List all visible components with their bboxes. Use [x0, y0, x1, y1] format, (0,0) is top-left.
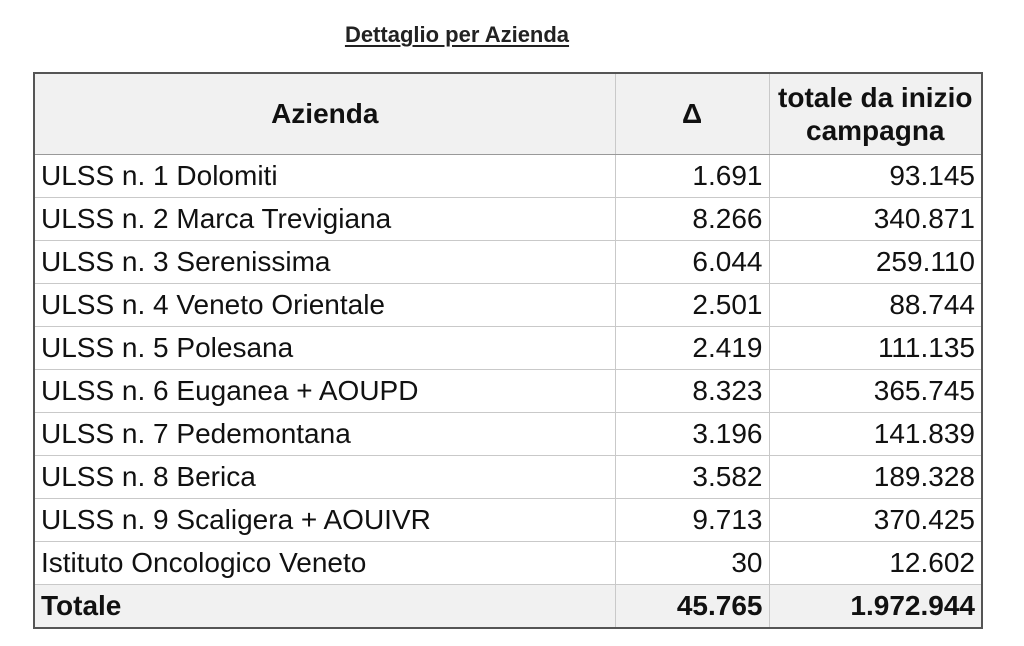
- cell-delta: 2.419: [615, 327, 769, 370]
- cell-delta: 8.323: [615, 370, 769, 413]
- cell-totale: 141.839: [769, 413, 982, 456]
- header-totale: totale da inizio campagna: [769, 73, 982, 155]
- cell-azienda: ULSS n. 3 Serenissima: [34, 241, 615, 284]
- total-label: Totale: [34, 585, 615, 629]
- cell-delta: 8.266: [615, 198, 769, 241]
- cell-azienda: Istituto Oncologico Veneto: [34, 542, 615, 585]
- cell-azienda: ULSS n. 7 Pedemontana: [34, 413, 615, 456]
- table-row: [34, 542, 982, 585]
- cell-azienda: ULSS n. 6 Euganea + AOUPD: [34, 370, 615, 413]
- cell-totale: 88.744: [769, 284, 982, 327]
- table-row: [34, 327, 982, 370]
- cell-azienda: ULSS n. 5 Polesana: [34, 327, 615, 370]
- cell-totale: 111.135: [769, 327, 982, 370]
- cell-azienda: ULSS n. 2 Marca Trevigiana: [34, 198, 615, 241]
- table-row: [34, 370, 982, 413]
- table-row: [34, 198, 982, 241]
- cell-delta: 9.713: [615, 499, 769, 542]
- cell-delta: 2.501: [615, 284, 769, 327]
- cell-delta: 3.582: [615, 456, 769, 499]
- cell-delta: 6.044: [615, 241, 769, 284]
- cell-totale: 370.425: [769, 499, 982, 542]
- header-delta: Δ: [615, 73, 769, 155]
- cell-totale: 340.871: [769, 198, 982, 241]
- table-header-row: [34, 73, 982, 155]
- cell-totale: 259.110: [769, 241, 982, 284]
- table-row: [34, 241, 982, 284]
- table-title: Dettaglio per Azienda: [344, 22, 570, 47]
- cell-totale: 365.745: [769, 370, 982, 413]
- azienda-detail-table: [33, 72, 983, 629]
- cell-totale: 93.145: [769, 155, 982, 198]
- cell-totale: 189.328: [769, 456, 982, 499]
- cell-delta: 30: [615, 542, 769, 585]
- total-row: [34, 585, 982, 629]
- cell-azienda: ULSS n. 8 Berica: [34, 456, 615, 499]
- cell-delta: 1.691: [615, 155, 769, 198]
- cell-totale: 12.602: [769, 542, 982, 585]
- cell-azienda: ULSS n. 1 Dolomiti: [34, 155, 615, 198]
- header-azienda: Azienda: [34, 73, 615, 155]
- table-row: [34, 456, 982, 499]
- table-row: [34, 155, 982, 198]
- total-totale: 1.972.944: [769, 585, 982, 629]
- table-row: [34, 284, 982, 327]
- cell-azienda: ULSS n. 4 Veneto Orientale: [34, 284, 615, 327]
- table-row: [34, 499, 982, 542]
- total-delta: 45.765: [615, 585, 769, 629]
- cell-delta: 3.196: [615, 413, 769, 456]
- cell-azienda: ULSS n. 9 Scaligera + AOUIVR: [34, 499, 615, 542]
- table-row: [34, 413, 982, 456]
